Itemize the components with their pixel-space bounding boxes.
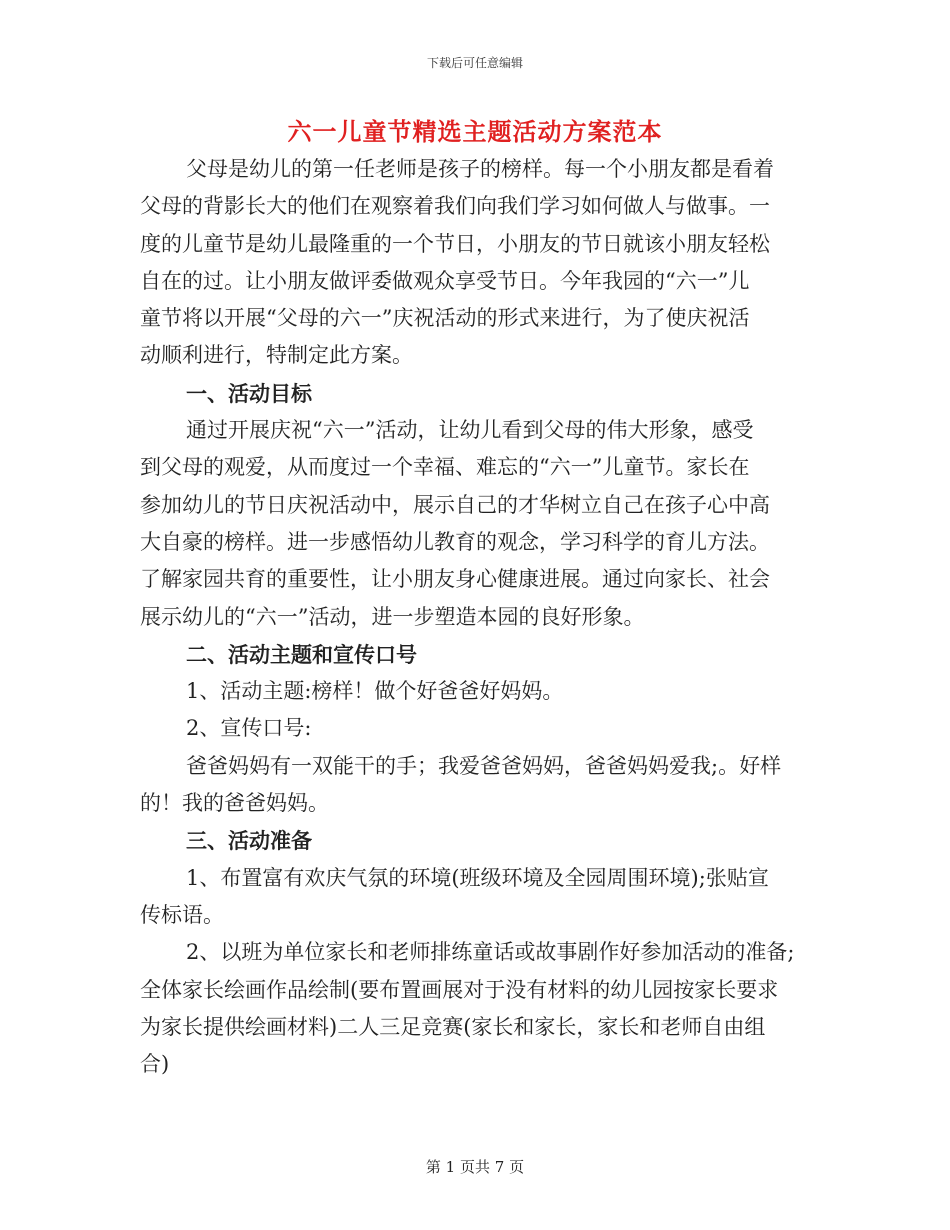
- body-line: 了解家园共育的重要性，让小朋友身心健康进展。通过向家长、社会: [140, 567, 770, 592]
- body-line: 通过开展庆祝“六一”活动，让幼儿看到父母的伟大形象，感受: [186, 418, 754, 443]
- body-line: 度的儿童节是幼儿最隆重的一个节日，小朋友的节日就该小朋友轻松: [140, 231, 770, 256]
- document-title: 六一儿童节精选主题活动方案范本: [287, 117, 663, 146]
- body-line: 动顺利进行，特制定此方案。: [140, 343, 413, 368]
- body-line: 父母是幼儿的第一任老师是孩子的榜样。每一个小朋友都是看着: [186, 157, 774, 181]
- section-heading: 三、活动准备: [186, 828, 312, 854]
- body-line: 为家长提供绘画材料)二人三足竞赛(家长和家长，家长和老师自由组: [140, 1014, 766, 1039]
- body-line: 1、活动主题:榜样！做个好爸爸好妈妈。: [186, 679, 564, 704]
- body-line: 童节将以开展“父母的六一”庆祝活动的形式来进行，为了使庆祝活: [140, 306, 750, 331]
- section-heading: 一、活动目标: [186, 380, 312, 406]
- body-line: 展示幼儿的“六一”活动，进一步塑造本园的良好形象。: [140, 604, 645, 629]
- body-line: 全体家长绘画作品绘制(要布置画展对于没有材料的幼儿园按家长要求: [140, 977, 779, 1002]
- page-header-note: 下载后可任意编辑: [426, 56, 523, 70]
- body-line: 2、以班为单位家长和老师排练童话或故事剧作好参加活动的准备;: [186, 940, 795, 965]
- body-line: 自在的过。让小朋友做评委做观众享受节日。今年我园的“六一”儿: [140, 268, 750, 293]
- page-number: 第 1 页共 7 页: [425, 1158, 525, 1176]
- section-heading: 二、活动主题和宣传口号: [186, 641, 417, 667]
- document-body: [140, 151, 812, 1083]
- body-line: 父母的背影长大的他们在观察着我们向我们学习如何做人与做事。一: [140, 194, 770, 219]
- body-line: 大自豪的榜样。进一步感悟幼儿教育的观念，学习科学的育儿方法。: [140, 529, 770, 554]
- body-line: 爸爸妈妈有一双能干的手；我爱爸爸妈妈，爸爸妈妈爱我;。好样: [186, 753, 782, 778]
- body-line: 到父母的观爱，从而度过一个幸福、难忘的“六一”儿童节。家长在: [140, 455, 750, 480]
- body-line: 传标语。: [140, 902, 224, 927]
- body-line: 2、宣传口号:: [186, 716, 312, 741]
- body-line: 合): [140, 1052, 170, 1077]
- body-line: 参加幼儿的节日庆祝活动中，展示自己的才华树立自己在孩子心中高: [140, 492, 770, 517]
- body-line: 的！我的爸爸妈妈。: [140, 791, 329, 816]
- body-line: 1、布置富有欢庆气氛的环境(班级环境及全园周围环境);张贴宣: [186, 865, 769, 890]
